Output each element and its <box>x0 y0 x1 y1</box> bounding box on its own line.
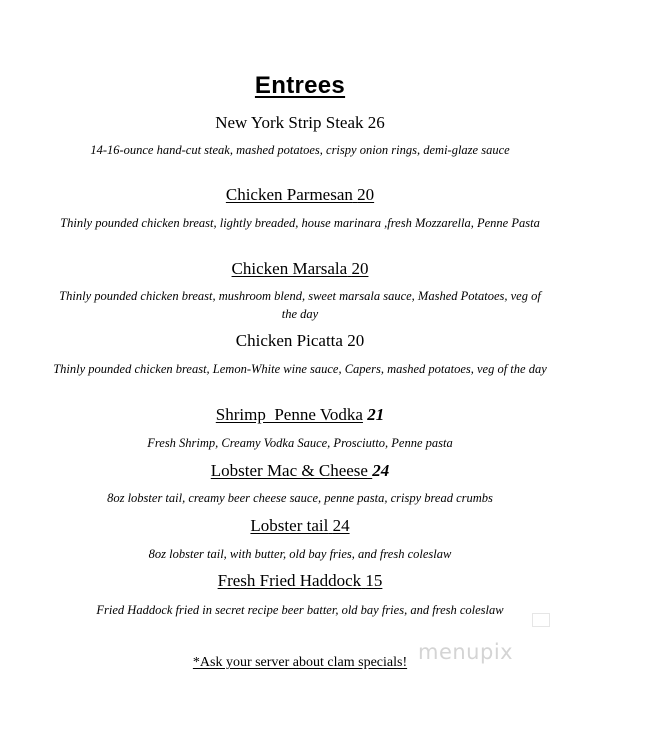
menu-item-description: Fried Haddock fried in secret recipe beer batter, old bay fries, and fresh coleslaw <box>96 603 504 617</box>
menu-item-name <box>0 516 600 536</box>
watermark-logo: menupix <box>418 640 514 664</box>
footer-note: *Ask your server about clam specials! <box>192 655 408 670</box>
item-name-text: Lobster tail 24 <box>250 516 350 535</box>
item-name-text: Chicken Marsala 20 <box>231 259 369 278</box>
item-price: 24 <box>332 516 350 535</box>
item-price: 20 <box>351 259 369 278</box>
menu-item-description: Fresh Shrimp, Creamy Vodka Sauce, Prosciutto, Penne pasta <box>147 436 453 450</box>
page-title: Entrees <box>254 72 346 99</box>
item-price: 15 <box>365 571 383 590</box>
menu-item-description: 8oz lobster tail, with butter, old bay fries, and fresh coleslaw <box>148 547 452 561</box>
item-price: 26 <box>367 113 385 132</box>
menu-item-name <box>0 259 600 279</box>
item-name-text: Chicken Parmesan 20 <box>225 185 375 204</box>
menu-item-name <box>0 113 600 133</box>
item-price: 24 <box>372 461 390 480</box>
item-price: 20 <box>347 331 365 350</box>
item-price: 21 <box>367 405 385 424</box>
menu-item-name <box>0 331 600 351</box>
menu-item-description: Thinly pounded chicken breast, Lemon-White wine sauce, Capers, mashed potatoes, veg of the day <box>53 362 547 376</box>
menu-item-description: 8oz lobster tail, creamy beer cheese sauce, penne pasta, crispy bread crumbs <box>107 491 493 505</box>
item-name-text: New York Strip Steak <box>215 113 364 132</box>
menu-item-description: Thinly pounded chicken breast, lightly breaded, house marinara ,fresh Mozzarella, Penne Pasta <box>60 216 540 230</box>
menu-item-name <box>0 461 600 481</box>
watermark-frame <box>532 613 550 627</box>
menu-item-name <box>0 405 600 425</box>
menu-item-description: 14-16-ounce hand-cut steak, mashed potatoes, crispy onion rings, demi-glaze sauce <box>90 143 510 157</box>
item-name-text: Chicken Picatta <box>235 331 343 350</box>
item-name-text: Lobster Mac & Cheese <box>210 461 368 480</box>
item-name-text: Fresh Fried Haddock 15 <box>217 571 383 590</box>
item-name-text: Shrimp Penne Vodka <box>215 405 363 424</box>
menu-item-description: Thinly pounded chicken breast, mushroom blend, sweet marsala sauce, Mashed Potatoes, veg of the day <box>59 289 541 321</box>
menu-item-name <box>0 571 600 591</box>
item-price: 20 <box>357 185 375 204</box>
menu-item-name <box>0 185 600 205</box>
